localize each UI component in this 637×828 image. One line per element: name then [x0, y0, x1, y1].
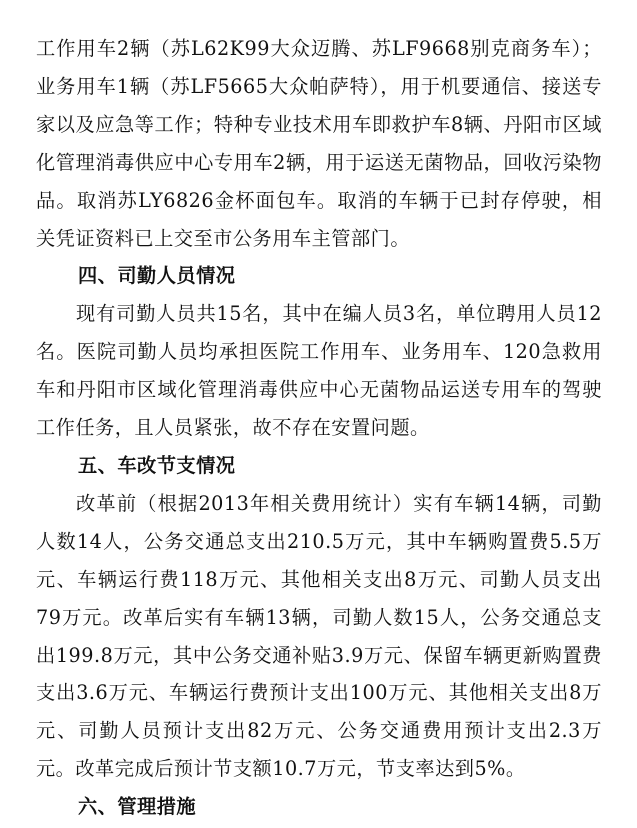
- paragraph-vehicle-list: 工作用车2辆（苏L62K99大众迈腾、苏LF9668别克商务车）；业务用车1辆（苏LF5665大众帕萨特），用于机要通信、接送专家以及应急等工作；特种专业技术用车即救护车8辆、丹阳市区域化管理消毒供应中心专用车2辆，用于运送无菌物品，回收污染物品。取消苏LY6826金杯面包车。取消的车辆于已封存停驶，相关凭证资料已上交至市公务用车主管部门。: [36, 37, 602, 250]
- section-heading-driver-staff: 四、司勤人员情况: [78, 264, 236, 288]
- paragraph-cost-savings: 改革前（根据2013年相关费用统计）实有车辆14辆，司勤人数14人，公务交通总支出210.5万元，其中车辆购置费5.5万元、车辆运行费118万元、其他相关支出8万元、司勤人员支出79万元。改革后实有车辆13辆，司勤人数15人，公务交通总支出199.8万元，其中公务交通补贴3.9万元、保留车辆更新购置费支出3.6万元、车辆运行费预计支出100万元、其他相关支出8万元、司勤人员预计支出82万元、公务交通费用预计支出2.3万元。改革完成后预计节支额10.7万元，节支率达到5%。: [36, 491, 602, 781]
- document-page: [36, 30, 602, 826]
- paragraph-driver-staff: 现有司勤人员共15名，其中在编人员3名，单位聘用人员12名。医院司勤人员均承担医院工作用车、业务用车、120急救用车和丹阳市区域化管理消毒供应中心无菌物品运送专用车的驾驶工作任务，且人员紧张，故不存在安置问题。: [36, 302, 602, 440]
- section-heading-cost-savings: 五、车改节支情况: [78, 453, 236, 477]
- section-heading-management-measures: 六、管理措施: [78, 795, 197, 819]
